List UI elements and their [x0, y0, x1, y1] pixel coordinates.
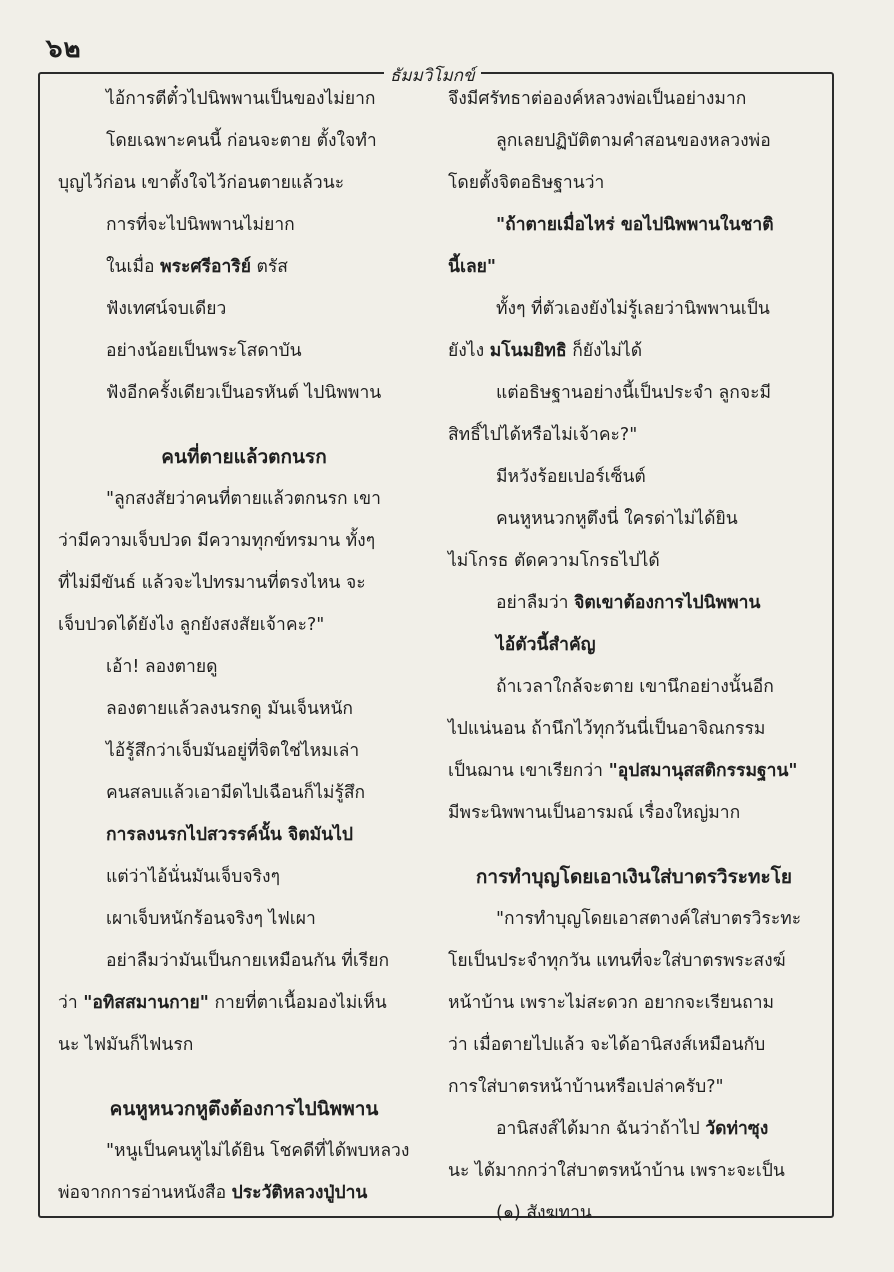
- text-line: อย่างน้อยเป็นพระโสดาบัน: [106, 341, 302, 361]
- text-line: ฟังเทศน์จบเดียว: [106, 299, 227, 319]
- text-line: [448, 214, 820, 236]
- text-line: นะ ไฟมันก็ไฟนรก: [58, 1035, 194, 1055]
- text-line: คนหูหนวกหูตึงนี่ ใครด่าไม่ได้ยิน: [496, 509, 738, 529]
- text-line: "การทำบุญโดยเอาสตางค์ใส่บาตรวิระทะ: [496, 909, 802, 929]
- text-line: เผาเจ็บหนักร้อนจริงๆ ไฟเผา: [106, 909, 316, 929]
- text-line: [58, 824, 430, 846]
- text-line: ลองตายแล้วลงนรกดู มันเจ็นหนัก: [106, 699, 353, 719]
- text-line: [448, 760, 820, 782]
- text-line: ไอ้การตีตั๋วไปนิพพานเป็นของไม่ยาก: [106, 89, 376, 109]
- text-line: ว่า เมื่อตายไปแล้ว จะได้อานิสงส์เหมือนกับ: [448, 1035, 766, 1055]
- text-span: เป็นฌาน เขาเรียกว่า: [448, 761, 609, 781]
- text-line: ลูกเลยปฏิบัติตามคำสอนของหลวงพ่อ: [496, 131, 771, 151]
- footnote: (๑) สังฆทาน: [496, 1203, 592, 1223]
- text-line: [58, 256, 430, 278]
- text-span: ยังไง: [448, 341, 490, 361]
- bold-term: วัดท่าซุง: [705, 1119, 769, 1139]
- right-column: [448, 88, 820, 1244]
- bold-term: มโนมยิทธิ: [489, 341, 567, 361]
- text-span: อย่าลืมว่า: [496, 593, 575, 613]
- text-line: หน้าบ้าน เพราะไม่สะดวก อยากจะเรียนถาม: [448, 993, 775, 1013]
- page-number: ๖๒: [46, 34, 82, 64]
- text-line: สิทธิ์ไปได้หรือไม่เจ้าคะ?": [448, 425, 638, 445]
- text-line: โดยตั้งจิตอธิษฐานว่า: [448, 173, 605, 193]
- text-line: [448, 634, 820, 656]
- text-line: ไอ้รู้สึกว่าเจ็บมันอยู่ที่จิตใช่ไหมเล่า: [106, 741, 360, 761]
- text-line: จึงมีศรัทธาต่อองค์หลวงพ่อเป็นอย่างมาก: [448, 89, 747, 109]
- text-line: ทั้งๆ ที่ตัวเองยังไม่รู้เลยว่านิพพานเป็น: [496, 299, 770, 319]
- bold-phrase: จิตเขาต้องการไปนิพพาน: [574, 593, 761, 613]
- text-span: ว่า: [58, 993, 84, 1013]
- text-line: [448, 592, 820, 614]
- text-span: อานิสงส์ได้มาก ฉันว่าถ้าไป: [496, 1119, 706, 1139]
- text-line: ถ้าเวลาใกล้จะตาย เขานึกอย่างนั้นอีก: [496, 677, 774, 697]
- text-line: [58, 1182, 430, 1204]
- text-line: แต่อธิษฐานอย่างนี้เป็นประจำ ลูกจะมี: [496, 383, 772, 403]
- text-line: ไม่โกรธ ตัดความโกรธไปได้: [448, 551, 660, 571]
- text-line: การที่จะไปนิพพานไม่ยาก: [106, 215, 295, 235]
- text-line: ว่ามีความเจ็บปวด มีความทุกข์ทรมาน ทั้งๆ: [58, 531, 376, 551]
- bold-phrase: "ถ้าตายเมื่อไหร่ ขอไปนิพพานในชาติ: [496, 215, 774, 235]
- text-line: [448, 1118, 820, 1140]
- header-title: ธัมมวิโมกข์: [384, 62, 481, 89]
- bold-term: พระศรีอาริย์: [160, 257, 251, 277]
- section-heading: คนหูหนวกหูตึงต้องการไปนิพพาน: [109, 1098, 379, 1120]
- text-span: ก็ยังไม่ได้: [566, 341, 643, 361]
- text-line: แต่ว่าไอ้นั่นมันเจ็บจริงๆ: [106, 867, 280, 887]
- bold-phrase: การลงนรกไปสวรรค์นั้น จิตมันไป: [106, 825, 354, 845]
- bold-phrase: ไอ้ตัวนี้สำคัญ: [496, 635, 596, 655]
- bold-term: "อุปสมานุสสติกรรมฐาน": [608, 761, 798, 781]
- text-line: อย่าลืมว่ามันเป็นกายเหมือนกัน ที่เรียก: [106, 951, 390, 971]
- bold-term: ประวัติหลวงปู่ปาน: [231, 1183, 368, 1203]
- text-span: ในเมื่อ: [106, 257, 161, 277]
- text-line: [448, 256, 820, 278]
- text-line: บุญไว้ก่อน เขาตั้งใจไว้ก่อนตายแล้วนะ: [58, 173, 345, 193]
- text-line: ฟังอีกครั้งเดียวเป็นอรหันต์ ไปนิพพาน: [106, 383, 382, 403]
- text-span: กายที่ตาเนื้อมองไม่เห็น: [208, 993, 387, 1013]
- text-line: มีพระนิพพานเป็นอารมณ์ เรื่องใหญ่มาก: [448, 803, 741, 823]
- section-heading: การทำบุญโดยเอาเงินใส่บาตรวิระทะโย: [475, 866, 793, 888]
- text-line: นะ ได้มากกว่าใส่บาตรหน้าบ้าน เพราะจะเป็น: [448, 1161, 785, 1181]
- text-span: พ่อจากการอ่านหนังสือ: [58, 1183, 232, 1203]
- text-line: ไปแน่นอน ถ้านึกไว้ทุกวันนี่เป็นอาจิณกรรม: [448, 719, 766, 739]
- section-heading: คนที่ตายแล้วตกนรก: [161, 446, 327, 468]
- text-span: ตรัส: [250, 257, 288, 277]
- text-line: ที่ไม่มีขันธ์ แล้วจะไปทรมานที่ตรงไหน จะ: [58, 573, 366, 593]
- bold-term: "อทิสสมานกาย": [83, 993, 209, 1013]
- left-column: [58, 88, 430, 1224]
- text-line: [448, 340, 820, 362]
- bold-phrase: นี้เลย": [448, 257, 497, 277]
- text-line: มีหวังร้อยเปอร์เซ็นต์: [496, 467, 646, 487]
- text-line: เจ็บปวดได้ยังไง ลูกยังสงสัยเจ้าคะ?": [58, 615, 325, 635]
- text-line: "หนูเป็นคนหูไม่ได้ยิน โชคดีที่ได้พบหลวง: [106, 1141, 410, 1161]
- text-line: [58, 992, 430, 1014]
- text-line: โดยเฉพาะคนนี้ ก่อนจะตาย ตั้งใจทำ: [106, 131, 377, 151]
- text-line: การใส่บาตรหน้าบ้านหรือเปล่าครับ?": [448, 1077, 724, 1097]
- text-line: "ลูกสงสัยว่าคนที่ตายแล้วตกนรก เขา: [106, 489, 381, 509]
- text-line: คนสลบแล้วเอามีดไปเฉือนก็ไม่รู้สึก: [106, 783, 366, 803]
- text-line: เอ้า! ลองตายดู: [106, 657, 218, 677]
- text-line: โยเป็นประจำทุกวัน แทนที่จะใส่บาตรพระสงฆ์: [448, 951, 786, 971]
